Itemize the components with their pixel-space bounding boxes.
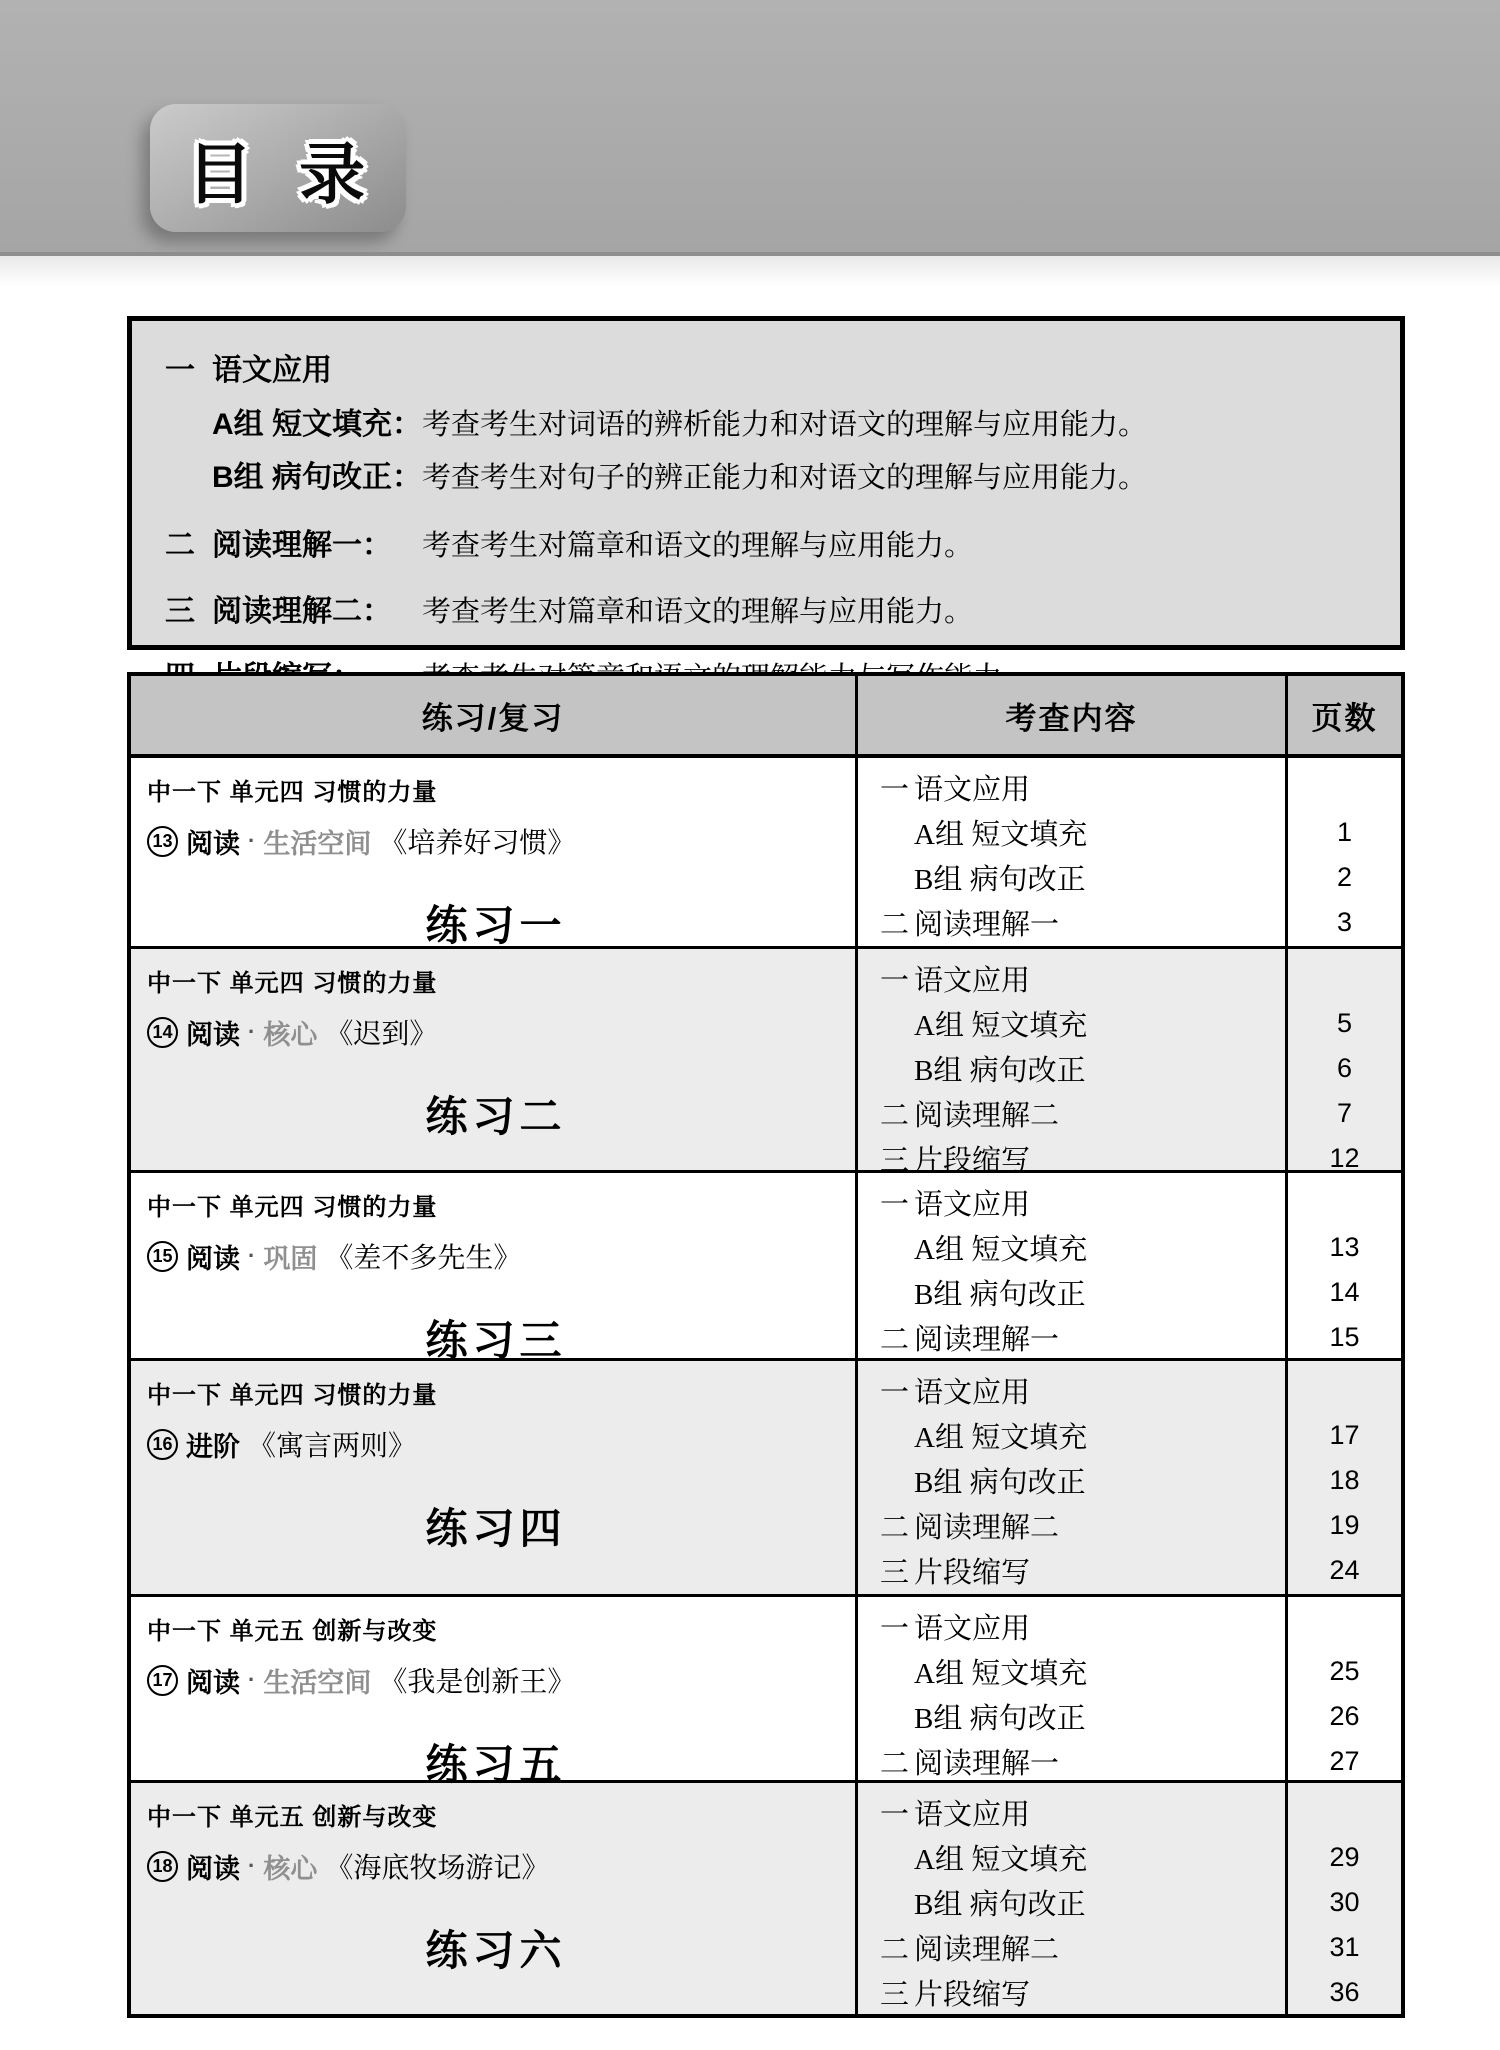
intro-section-3: [165, 586, 1374, 630]
page-cell: [1285, 1783, 1401, 2014]
content-cell: [855, 758, 1285, 946]
page-number: 31: [1329, 1932, 1360, 1962]
section-title: 阅读理解一：: [212, 529, 392, 562]
page-number: 6: [1336, 1053, 1353, 1083]
page-number: 13: [1329, 1232, 1360, 1262]
table-row: [131, 1780, 1401, 2014]
lesson-title: 《海底牧场游记》: [325, 1853, 550, 1884]
page-cell: [1285, 1597, 1401, 1780]
page-number: 17: [1329, 1420, 1360, 1450]
content-item: A组 短文填充: [914, 1844, 1088, 1876]
page-number: 18: [1329, 1465, 1360, 1495]
content-item: 二 阅读理解二: [880, 1934, 1060, 1966]
section-title: 阅读理解二：: [212, 595, 392, 628]
exercise-cell: [131, 1597, 855, 1788]
content-item: 二 阅读理解一: [880, 909, 1060, 941]
content-item: A组 短文填充: [914, 1658, 1088, 1690]
lesson-ref: [147, 1660, 845, 1700]
page-title-banner: [150, 104, 406, 232]
content-item: 一 语文应用: [880, 1613, 1031, 1645]
sub-desc: 考查考生对词语的辨析能力和对语文的理解与应用能力。: [422, 409, 1148, 441]
dot-separator: ·: [248, 1667, 256, 1692]
lesson-title: 《寓言两则》: [248, 1431, 417, 1462]
column-header-content: 考查内容: [855, 676, 1285, 754]
unit-label: 中一下 单元四 习惯的力量: [147, 779, 438, 806]
sub-label: A组 短文填充：: [212, 408, 422, 441]
section-title: 语文应用: [212, 354, 332, 387]
lesson-ref: [147, 1236, 845, 1276]
content-item: A组 短文填充: [914, 1234, 1088, 1266]
intro-section-1: [165, 345, 1374, 389]
page-number: 2: [1336, 862, 1353, 892]
lesson-ref: [147, 1846, 845, 1886]
dot-separator: ·: [248, 1019, 256, 1044]
exam-overview-box: [127, 316, 1405, 650]
intro-section-2: [165, 520, 1374, 564]
page-cell: [1285, 1361, 1401, 1594]
content-item: 一 语文应用: [880, 965, 1031, 997]
page-number: 36: [1329, 1977, 1360, 2007]
content-item: 一 语文应用: [880, 1189, 1031, 1221]
content-item: 一 语文应用: [880, 774, 1031, 806]
unit-label: 中一下 单元五 创新与改变: [147, 1618, 438, 1645]
column-header-exercise: 练习/复习: [421, 700, 565, 736]
lesson-tag: 阅读: [186, 828, 240, 859]
page-number: 26: [1329, 1701, 1360, 1731]
unit-label: 中一下 单元四 习惯的力量: [147, 970, 438, 997]
table-row: [131, 1170, 1401, 1364]
dot-separator: ·: [248, 1243, 256, 1268]
lesson-title: 《迟到》: [325, 1019, 438, 1050]
content-item: 一 语文应用: [880, 1799, 1031, 1831]
exercise-cell: [131, 949, 855, 1170]
section-number: 一: [165, 354, 195, 387]
table-row: [131, 1594, 1401, 1788]
page-number: 30: [1329, 1887, 1360, 1917]
unit-label: 中一下 单元四 习惯的力量: [147, 1382, 438, 1409]
page-number: [1288, 765, 1401, 810]
unit-label: 中一下 单元四 习惯的力量: [147, 1194, 438, 1221]
page-cell: [1285, 1173, 1401, 1358]
content-item: A组 短文填充: [914, 1010, 1088, 1042]
content-cell: [855, 1783, 1285, 2014]
exercise-title: 练习三: [425, 1317, 567, 1364]
page-number: 15: [1329, 1322, 1360, 1352]
page-number: 12: [1329, 1143, 1360, 1173]
lesson-tag: 进阶: [186, 1431, 240, 1462]
lesson-category: 生活空间: [263, 1667, 372, 1698]
exercise-cell: [131, 758, 855, 949]
circled-number-badge: 14: [147, 1017, 178, 1048]
page-number: 1: [1336, 817, 1353, 847]
content-item: B组 病句改正: [914, 864, 1086, 896]
lesson-category: 核心: [263, 1853, 318, 1884]
intro-sub-a: [165, 399, 1374, 443]
page-number: 7: [1336, 1098, 1353, 1128]
content-item: 二 阅读理解二: [880, 1512, 1060, 1544]
page-title: 目 录: [186, 136, 380, 211]
content-cell: [855, 1597, 1285, 1780]
exercise-cell: [131, 1361, 855, 1594]
lesson-ref: [147, 821, 845, 861]
content-item: B组 病句改正: [914, 1467, 1086, 1499]
lesson-title: 《培养好习惯》: [379, 828, 576, 859]
content-item: 三 片段缩写: [880, 1979, 1031, 2011]
table-row: [131, 946, 1401, 1177]
circled-number-badge: 15: [147, 1241, 178, 1272]
exercise-title: 练习一: [425, 902, 567, 949]
exercise-cell: [131, 1783, 855, 2014]
content-item: A组 短文填充: [914, 1422, 1088, 1454]
unit-label: 中一下 单元五 创新与改变: [147, 1804, 438, 1831]
exercise-title: 练习五: [425, 1741, 567, 1788]
content-item: 二 阅读理解一: [880, 1748, 1060, 1780]
page-number: [1288, 1368, 1401, 1413]
exercise-cell: [131, 1173, 855, 1364]
intro-sub-b: [165, 452, 1374, 496]
dot-separator: ·: [248, 828, 256, 853]
page-number: 3: [1336, 907, 1353, 937]
lesson-tag: 阅读: [186, 1853, 240, 1884]
section-desc: 考查考生对篇章和语文的理解与应用能力。: [422, 530, 974, 562]
circled-number-badge: 13: [147, 826, 178, 857]
header-band: [0, 0, 1500, 252]
page-number: [1288, 1790, 1401, 1835]
dot-separator: ·: [248, 1853, 256, 1878]
content-item: B组 病句改正: [914, 1055, 1086, 1087]
table-row: [131, 758, 1401, 949]
content-item: 一 语文应用: [880, 1377, 1031, 1409]
content-item: 二 阅读理解二: [880, 1100, 1060, 1132]
content-item: 三 片段缩写: [880, 1145, 1031, 1177]
table-row: [131, 1358, 1401, 1594]
exercise-title: 练习六: [425, 1927, 567, 1974]
exercise-title: 练习四: [425, 1505, 567, 1552]
lesson-ref: [147, 1012, 845, 1052]
content-item: 三 片段缩写: [880, 1557, 1031, 1589]
page-number: [1288, 1604, 1401, 1649]
lesson-title: 《差不多先生》: [325, 1243, 522, 1274]
content-item: 二 阅读理解一: [880, 1324, 1060, 1356]
page-cell: [1285, 758, 1401, 946]
sub-desc: 考查考生对句子的辨正能力和对语文的理解与应用能力。: [422, 462, 1148, 494]
lesson-tag: 阅读: [186, 1667, 240, 1698]
toc-table: [127, 672, 1405, 2018]
content-item: B组 病句改正: [914, 1703, 1086, 1735]
header-band-edge: [0, 252, 1500, 286]
content-cell: [855, 1361, 1285, 1594]
lesson-category: 巩固: [263, 1243, 318, 1274]
content-item: B组 病句改正: [914, 1279, 1086, 1311]
lesson-category: 核心: [263, 1019, 318, 1050]
section-number: 三: [165, 595, 195, 628]
content-item: B组 病句改正: [914, 1889, 1086, 1921]
section-desc: 考查考生对篇章和语文的理解与应用能力。: [422, 596, 974, 628]
lesson-category: 生活空间: [263, 828, 372, 859]
sub-label: B组 病句改正：: [212, 461, 422, 494]
page-number: 29: [1329, 1842, 1360, 1872]
content-item: A组 短文填充: [914, 819, 1088, 851]
section-number: 二: [165, 529, 195, 562]
page-cell: [1285, 949, 1401, 1173]
circled-number-badge: 17: [147, 1665, 178, 1696]
circled-number-badge: 18: [147, 1851, 178, 1882]
page-number: 27: [1329, 1746, 1360, 1776]
table-header-row: [131, 676, 1401, 758]
page-number: 25: [1329, 1656, 1360, 1686]
page-number: [1288, 1180, 1401, 1225]
lesson-title: 《我是创新王》: [379, 1667, 576, 1698]
lesson-ref: [147, 1424, 845, 1464]
content-cell: [855, 949, 1285, 1177]
exercise-title: 练习二: [425, 1093, 567, 1140]
content-cell: [855, 1173, 1285, 1358]
circled-number-badge: 16: [147, 1429, 178, 1460]
column-header-pages: 页数: [1285, 676, 1401, 754]
lesson-tag: 阅读: [186, 1243, 240, 1274]
page-number: 24: [1329, 1555, 1360, 1585]
page-number: 5: [1336, 1008, 1353, 1038]
page-number: 14: [1329, 1277, 1360, 1307]
page-number: 19: [1329, 1510, 1360, 1540]
lesson-tag: 阅读: [186, 1019, 240, 1050]
page-number: [1288, 956, 1401, 1001]
